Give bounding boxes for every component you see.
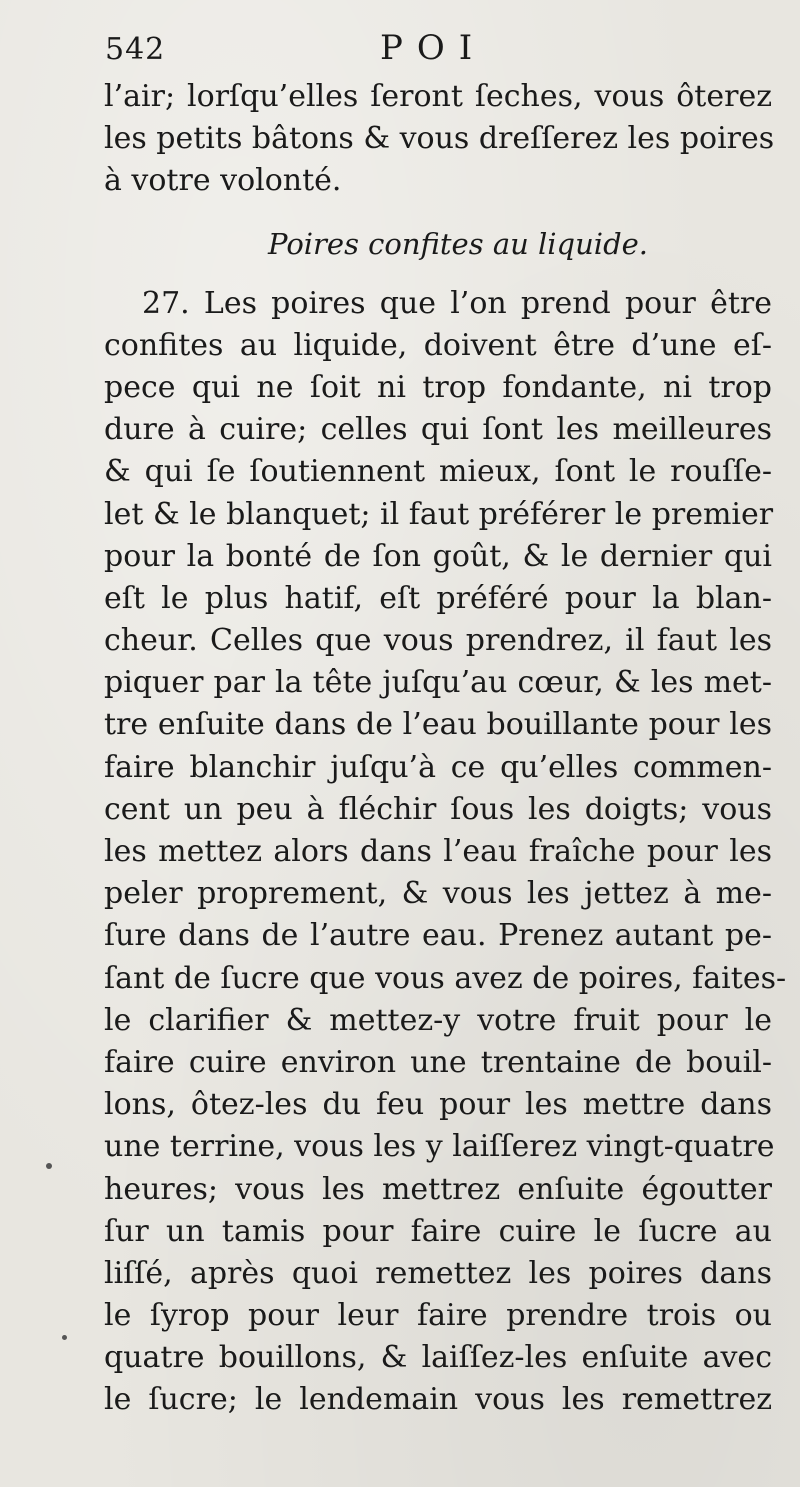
- page-number: 542: [105, 32, 166, 67]
- body-text: [104, 76, 787, 1422]
- text-line: à votre volonté.: [104, 163, 342, 199]
- text-line: ſure dans de l’autre eau. Prenez autant pe-: [104, 918, 772, 954]
- text-line: lons, ôtez-les du feu pour les mettre dans: [104, 1087, 772, 1123]
- text-line: tre enſuite dans de l’eau bouillante pour les: [104, 707, 772, 743]
- text-line: liſſé, après quoi remettez les poires dans: [104, 1255, 772, 1291]
- text-line: ſant de ſucre que vous avez de poires, faites-: [104, 960, 787, 996]
- text-line: let & le blanquet; il faut préférer le premier: [104, 496, 774, 532]
- text-line: les petits bâtons & vous dreſſerez les poires: [104, 121, 775, 157]
- section-heading: Poires confites au liquide.: [267, 226, 649, 261]
- text-line: l’air; lorſqu’elles ſeront ſeches, vous ôterez: [104, 79, 772, 114]
- text-line: le ſucre; le lendemain vous les remettrez: [104, 1382, 772, 1418]
- running-head: POI: [380, 28, 487, 68]
- page-header: [105, 28, 665, 72]
- text-line: une terrine, vous les y laiſſerez vingt-quatre: [104, 1129, 775, 1165]
- text-line: le clarifier & mettez-y votre fruit pour le: [104, 1002, 772, 1038]
- text-line: les mettez alors dans l’eau fraîche pour les: [104, 834, 772, 869]
- text-line: ſur un tamis pour faire cuire le ſucre au: [104, 1213, 772, 1249]
- text-line: quatre bouillons, & laiſſez-les enſuite avec: [104, 1340, 772, 1376]
- text-line: cheur. Celles que vous prendrez, il faut les: [104, 623, 772, 659]
- text-line: faire cuire environ une trentaine de bouil-: [104, 1044, 772, 1080]
- ink-speck: [46, 1163, 52, 1169]
- text-line: & qui ſe ſoutiennent mieux, ſont le rouſſe-: [104, 454, 772, 490]
- text-line: eſt le plus hatif, eſt préféré pour la blan-: [104, 580, 772, 616]
- text-line: heures; vous les mettrez enſuite égoutter: [104, 1171, 772, 1207]
- ink-speck: [62, 1335, 67, 1340]
- text-line: pece qui ne ſoit ni trop fondante, ni trop: [104, 369, 772, 405]
- text-line: dure à cuire; celles qui ſont les meilleures: [104, 412, 772, 448]
- text-line: pour la bonté de ſon goût, & le dernier qui: [104, 538, 772, 574]
- paragraph-first-line: 27. Les poires que l’on prend pour être: [142, 285, 772, 321]
- text-line: faire blanchir juſqu’à ce qu’elles commen-: [104, 749, 772, 785]
- text-line: confites au liquide, doivent être d’une eſ-: [104, 327, 772, 363]
- text-line: peler proprement, & vous les jettez à me-: [104, 876, 772, 912]
- text-line: le ſyrop pour leur faire prendre trois ou: [104, 1298, 772, 1334]
- text-line: piquer par la tête juſqu’au cœur, & les met-: [104, 665, 772, 701]
- text-line: cent un peu à fléchir ſous les doigts; vous: [104, 791, 772, 827]
